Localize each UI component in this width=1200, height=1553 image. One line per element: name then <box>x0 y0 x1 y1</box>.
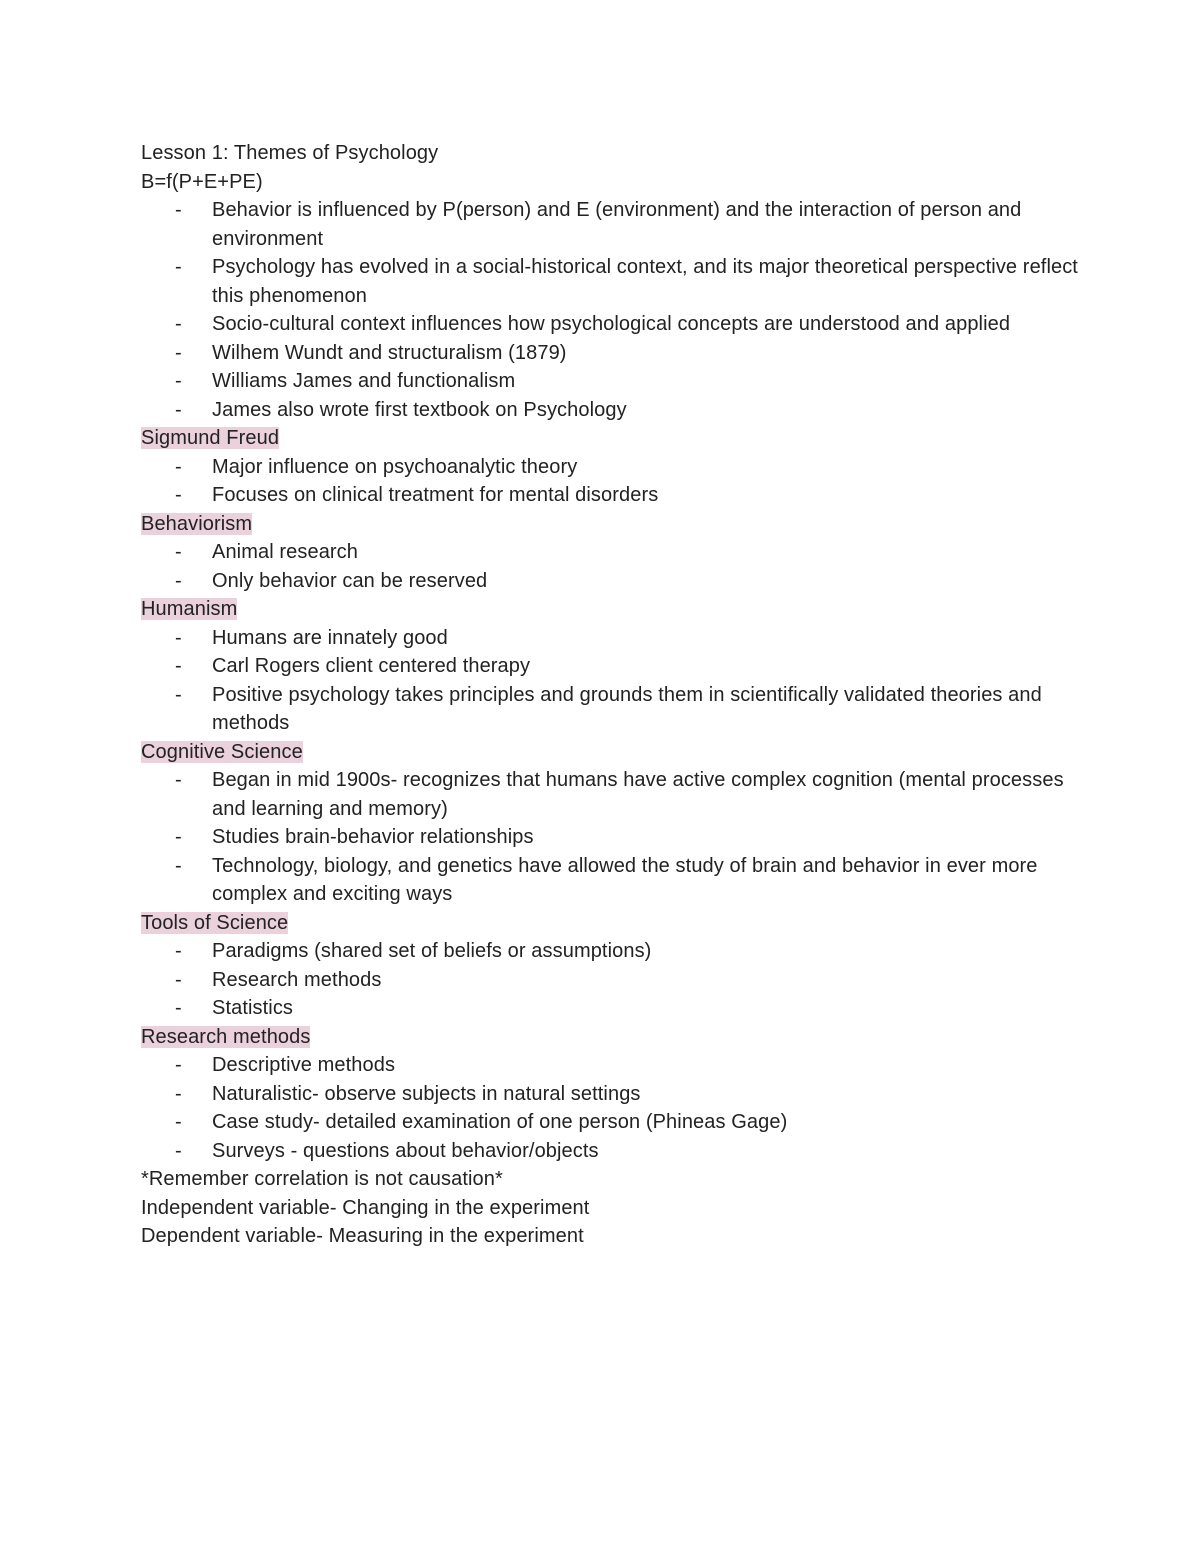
list-item-text: Began in mid 1900s- recognizes that humans have active complex cognition (mental processes and learning and memory) <box>212 769 1064 820</box>
section-bullet-list <box>141 766 1081 909</box>
list-item <box>141 253 1081 310</box>
list-item <box>141 852 1081 909</box>
list-item-text: Case study- detailed examination of one person (Phineas Gage) <box>212 1111 788 1133</box>
bullet-dash: - <box>175 341 182 364</box>
bullet-dash: - <box>175 968 182 991</box>
list-item <box>141 966 1081 995</box>
list-item <box>141 994 1081 1023</box>
list-item-text: Only behavior can be reserved <box>212 569 488 592</box>
list-item <box>141 367 1081 396</box>
bullet-dash: - <box>175 854 182 877</box>
bullet-dash: - <box>175 370 182 392</box>
list-item <box>141 1108 1081 1137</box>
list-item <box>141 396 1081 425</box>
independent-variable-definition: Independent variable- Changing in the experiment <box>141 1196 590 1219</box>
list-item <box>141 823 1081 852</box>
bullet-dash: - <box>175 313 182 335</box>
bullet-dash: - <box>175 683 182 706</box>
list-item-text: Studies brain-behavior relationships <box>212 826 534 848</box>
list-item-text: Surveys - questions about behavior/objects <box>212 1139 599 1162</box>
list-item <box>141 310 1081 339</box>
list-item <box>141 1051 1081 1080</box>
list-item-text: Naturalistic- observe subjects in natural settings <box>212 1082 641 1105</box>
list-item-text: Williams James and functionalism <box>212 370 516 392</box>
list-item-text: Technology, biology, and genetics have allowed the study of brain and behavior in ever more complex and exciting ways <box>212 854 1038 905</box>
bullet-dash: - <box>175 256 182 278</box>
dependent-variable-definition: Dependent variable- Measuring in the experiment <box>141 1225 584 1247</box>
list-item <box>141 339 1081 368</box>
bullet-dash: - <box>175 1139 182 1162</box>
list-item <box>141 453 1081 482</box>
list-item-text: Focuses on clinical treatment for mental disorders <box>212 484 659 506</box>
section-bullet-list <box>141 1051 1081 1165</box>
bullet-dash: - <box>175 997 182 1019</box>
intro-bullet-list <box>141 196 1081 424</box>
section-bullet-list <box>141 538 1081 595</box>
section-heading: Research methods <box>141 1025 311 1048</box>
list-item <box>141 567 1081 596</box>
section-tools-of-science <box>141 909 1081 938</box>
list-item-text: Major influence on psychoanalytic theory <box>212 455 578 478</box>
section-cognitive-science <box>141 738 1081 767</box>
list-item-text: Statistics <box>212 997 294 1019</box>
bullet-dash: - <box>175 484 182 506</box>
list-item <box>141 196 1081 253</box>
bullet-dash: - <box>175 1054 182 1076</box>
list-item-text: James also wrote first textbook on Psychology <box>212 398 627 421</box>
formula-line: B=f(P+E+PE) <box>141 170 263 193</box>
section-humanism <box>141 595 1081 624</box>
list-item <box>141 652 1081 681</box>
list-item <box>141 1137 1081 1166</box>
section-heading: Humanism <box>141 598 238 620</box>
bullet-dash: - <box>175 1111 182 1133</box>
correlation-note: *Remember correlation is not causation* <box>141 1168 503 1190</box>
list-item-text: Research methods <box>212 968 382 991</box>
bullet-dash: - <box>175 398 182 421</box>
section-heading: Cognitive Science <box>141 740 303 763</box>
list-item <box>141 624 1081 653</box>
list-item <box>141 766 1081 823</box>
list-item-text: Paradigms (shared set of beliefs or assumptions) <box>212 940 652 962</box>
list-item-text: Animal research <box>212 541 359 563</box>
bullet-dash: - <box>175 626 182 649</box>
section-bullet-list <box>141 624 1081 738</box>
bullet-dash: - <box>175 655 182 677</box>
section-research-methods <box>141 1023 1081 1052</box>
bullet-dash: - <box>175 1082 182 1105</box>
list-item <box>141 681 1081 738</box>
bullet-dash: - <box>175 199 182 221</box>
section-behaviorism <box>141 510 1081 539</box>
list-item-text: Humans are innately good <box>212 626 448 649</box>
bullet-dash: - <box>175 940 182 962</box>
list-item-text: Wilhem Wundt and structuralism (1879) <box>212 341 567 364</box>
document-body <box>141 139 1081 1251</box>
section-sigmund-freud <box>141 424 1081 453</box>
list-item <box>141 1080 1081 1109</box>
list-item-text: Positive psychology takes principles and grounds them in scientifically validated theories and methods <box>212 683 1042 734</box>
section-heading: Behaviorism <box>141 512 253 535</box>
bullet-dash: - <box>175 569 182 592</box>
bullet-dash: - <box>175 769 182 791</box>
section-heading: Tools of Science <box>141 911 289 934</box>
list-item-text: Behavior is influenced by P(person) and E (environment) and the interaction of person and environment <box>212 199 1022 250</box>
list-item <box>141 481 1081 510</box>
bullet-dash: - <box>175 455 182 478</box>
list-item-text: Descriptive methods <box>212 1054 396 1076</box>
section-bullet-list <box>141 453 1081 510</box>
document-title: Lesson 1: Themes of Psychology <box>141 142 439 164</box>
list-item-text: Psychology has evolved in a social-historical context, and its major theoretical perspective reflect this phenomenon <box>212 256 1078 307</box>
list-item <box>141 937 1081 966</box>
section-bullet-list <box>141 937 1081 1023</box>
bullet-dash: - <box>175 541 182 563</box>
list-item-text: Socio-cultural context influences how psychological concepts are understood and applied <box>212 313 1011 335</box>
list-item-text: Carl Rogers client centered therapy <box>212 655 531 677</box>
list-item <box>141 538 1081 567</box>
bullet-dash: - <box>175 826 182 848</box>
section-heading: Sigmund Freud <box>141 427 280 449</box>
